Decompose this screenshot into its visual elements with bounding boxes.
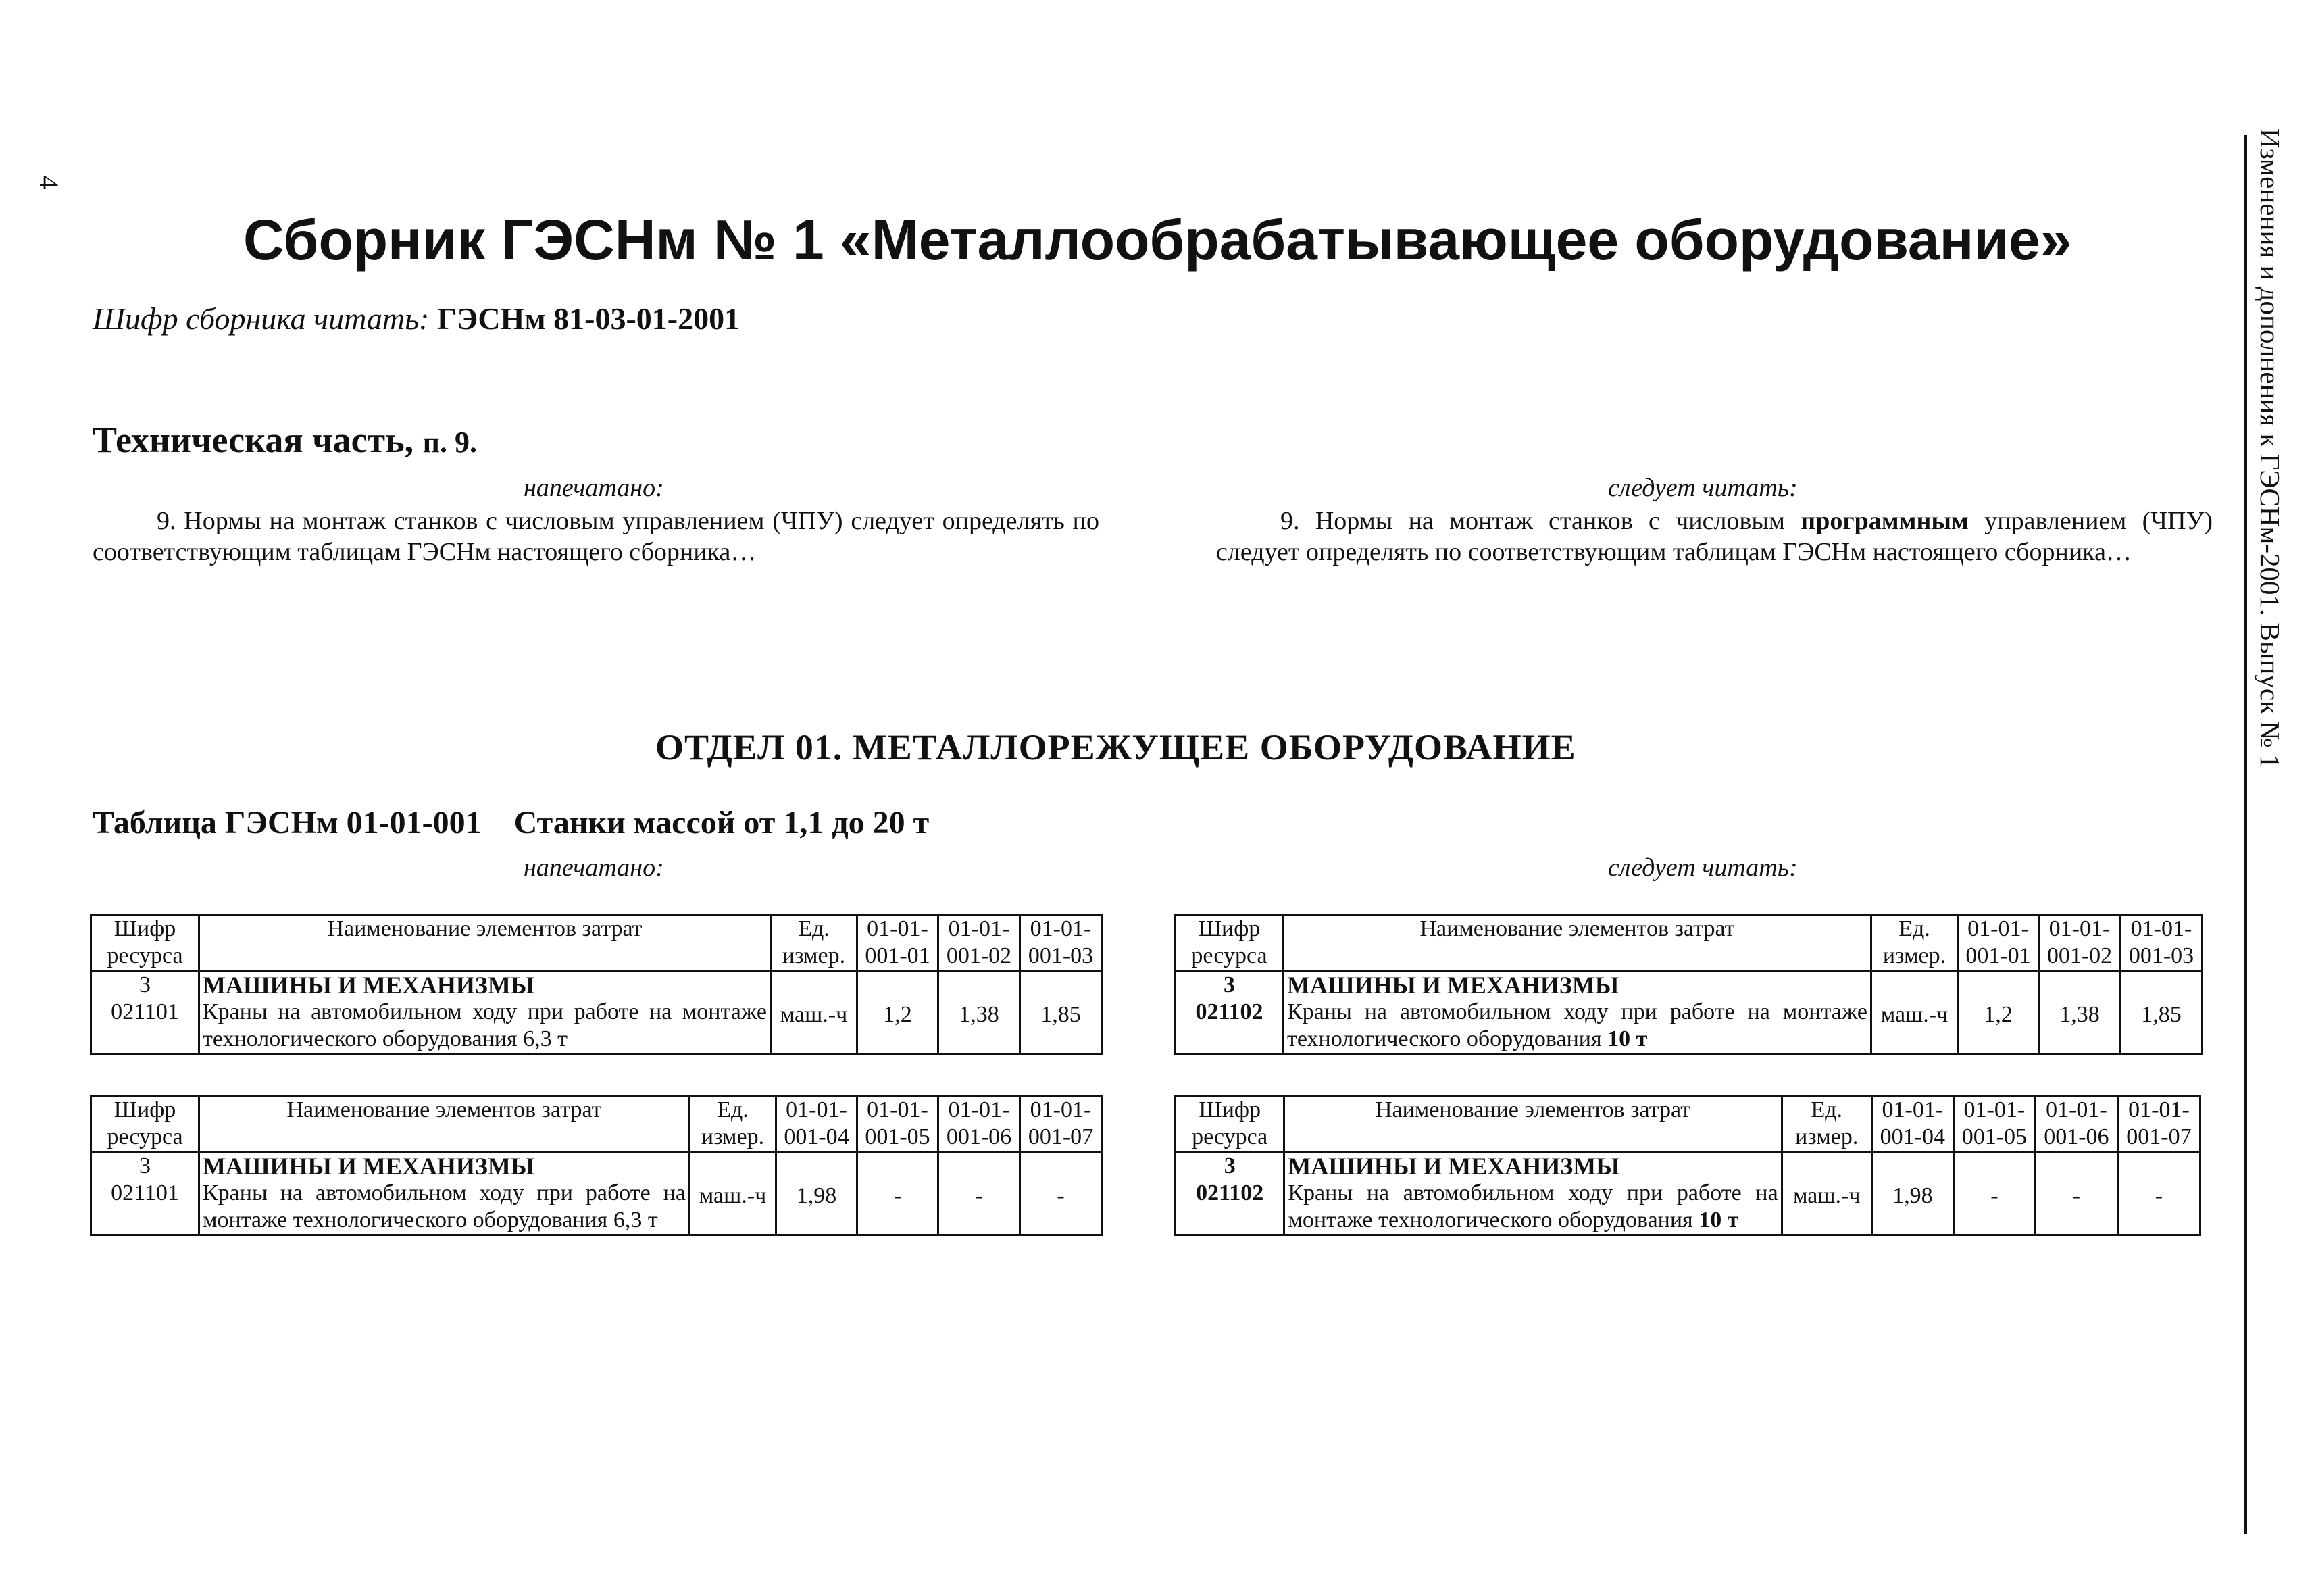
table-read-label: следует читать:	[1608, 853, 1798, 882]
technical-printed-text	[93, 505, 1099, 568]
group-code: 3	[139, 1153, 151, 1178]
cipher-value: ГЭСНм 81-03-01-2001	[436, 301, 740, 336]
technical-part-heading	[93, 419, 477, 461]
technical-read-text	[1216, 505, 2213, 568]
table-header-row	[91, 915, 1102, 971]
row-value: -	[857, 1152, 938, 1235]
header-resource-code: Шифр ресурса	[91, 1096, 199, 1152]
cipher-label: Шифр сборника читать:	[93, 301, 430, 336]
group-title: МАШИНЫ И МЕХАНИЗМЫ	[1288, 1153, 1620, 1180]
section-heading: ОТДЕЛ 01. МЕТАЛЛОРЕЖУЩЕЕ ОБОРУДОВАНИЕ	[655, 727, 1576, 768]
row-value: 1,2	[1958, 971, 2039, 1054]
table-header-row	[1176, 915, 2203, 971]
printed-norm-table-2	[90, 1095, 1103, 1236]
resource-name-bold: 10 т	[1699, 1207, 1739, 1232]
table-header-row	[91, 1096, 1102, 1152]
table-code: Таблица ГЭСНм 01-01-001	[93, 805, 482, 841]
row-value: 1,85	[1020, 971, 1102, 1054]
table-printed-label: напечатано:	[524, 853, 664, 882]
resource-code: 021102	[1196, 1180, 1264, 1205]
row-unit: маш.-ч	[1871, 971, 1958, 1054]
read-norm-table-2	[1174, 1095, 2201, 1236]
resource-name	[1287, 999, 1867, 1053]
header-resource-code: Шифр ресурса	[91, 915, 199, 971]
resource-name	[1288, 1180, 1778, 1234]
header-column: 01-01-001-04	[1871, 1096, 1953, 1152]
row-value: 1,98	[776, 1152, 857, 1235]
technical-read-text-bold: программным	[1801, 507, 1969, 535]
row-unit: маш.-ч	[690, 1152, 776, 1235]
technical-part-heading-text: Техническая часть,	[93, 420, 414, 460]
header-column: 01-01-001-07	[1020, 1096, 1102, 1152]
resource-name-bold: 10 т	[1607, 1026, 1648, 1051]
collection-title: Сборник ГЭСНм № 1 «Металлообрабатывающее оборудование»	[243, 208, 2072, 272]
header-column: 01-01-001-03	[2121, 915, 2203, 971]
resource-name: Краны на автомобильном ходу при работе на монтаже технологического оборудования 6,3 т	[203, 1180, 686, 1232]
collection-cipher	[93, 301, 740, 336]
table-heading	[93, 804, 929, 841]
header-unit: Ед. измер.	[1782, 1096, 1871, 1152]
row-value: 1,98	[1871, 1152, 1953, 1235]
printed-norm-table-1	[90, 914, 1103, 1055]
group-code: 3	[1224, 972, 1235, 997]
header-unit: Ед. измер.	[771, 915, 857, 971]
header-column: 01-01-001-01	[857, 915, 938, 971]
group-title: МАШИНЫ И МЕХАНИЗМЫ	[203, 1153, 535, 1180]
table-row	[1176, 1152, 2200, 1235]
row-value: 1,85	[2121, 971, 2203, 1054]
technical-printed-label: напечатано:	[524, 474, 664, 502]
row-value: 1,38	[2039, 971, 2121, 1054]
header-column: 01-01-001-06	[938, 1096, 1020, 1152]
header-column: 01-01-001-02	[938, 915, 1020, 971]
group-title: МАШИНЫ И МЕХАНИЗМЫ	[1287, 972, 1619, 999]
row-code	[91, 971, 199, 1054]
header-cost-name: Наименование элементов затрат	[1284, 1096, 1782, 1152]
row-unit: маш.-ч	[1782, 1152, 1871, 1235]
side-rule	[2244, 135, 2247, 1534]
row-name	[199, 1152, 690, 1235]
resource-code: 021102	[1195, 999, 1263, 1024]
header-column: 01-01-001-03	[1020, 915, 1102, 971]
resource-code: 021101	[111, 999, 179, 1024]
header-column: 01-01-001-02	[2039, 915, 2121, 971]
row-name	[1284, 1152, 1782, 1235]
technical-read-text-before: 9. Нормы на монтаж станков с числовым	[1280, 507, 1801, 535]
resource-code: 021101	[111, 1180, 179, 1205]
row-code	[91, 1152, 199, 1235]
row-value: -	[938, 1152, 1020, 1235]
header-cost-name: Наименование элементов затрат	[199, 1096, 690, 1152]
table-name: Станки массой от 1,1 до 20 т	[513, 805, 930, 841]
row-value: -	[1020, 1152, 1102, 1235]
row-unit: маш.-ч	[771, 971, 857, 1054]
table-row	[91, 971, 1102, 1054]
row-code	[1176, 1152, 1284, 1235]
header-column: 01-01-001-06	[2035, 1096, 2117, 1152]
side-title: Изменения и дополнения к ГЭСНм-2001. Выпуск № 1	[2255, 128, 2286, 769]
header-unit: Ед. измер.	[1871, 915, 1958, 971]
table-row	[1176, 971, 2203, 1054]
technical-read-text-after: управлением (ЧПУ) следует определять по соответствующим таблицам ГЭСНм настоящего сборника…	[1216, 507, 2213, 566]
header-cost-name: Наименование элементов затрат	[1284, 915, 1871, 971]
row-value: 1,2	[857, 971, 938, 1054]
header-column: 01-01-001-07	[2117, 1096, 2200, 1152]
resource-name-text: Краны на автомобильном ходу при работе на монтаже технологического оборудования	[1288, 1180, 1778, 1232]
row-value: 1,38	[938, 971, 1020, 1054]
technical-part-heading-suffix: п. 9.	[422, 426, 477, 459]
table-header-row	[1176, 1096, 2200, 1152]
resource-name: Краны на автомобильном ходу при работе на монтаже технологического оборудования 6,3 т	[203, 999, 767, 1051]
row-value: -	[2035, 1152, 2117, 1235]
resource-name-text: Краны на автомобильном ходу при работе на монтаже технологического оборудования	[1287, 999, 1867, 1051]
row-code	[1176, 971, 1284, 1054]
table-row	[91, 1152, 1102, 1235]
technical-read-label: следует читать:	[1608, 474, 1798, 502]
group-code: 3	[1224, 1153, 1236, 1178]
header-cost-name: Наименование элементов затрат	[199, 915, 771, 971]
header-resource-code: Шифр ресурса	[1176, 1096, 1284, 1152]
read-norm-table-1	[1174, 914, 2203, 1055]
header-unit: Ед. измер.	[690, 1096, 776, 1152]
technical-read-paragraph	[1216, 505, 2213, 568]
row-name	[199, 971, 771, 1054]
group-code: 3	[139, 972, 151, 997]
header-resource-code: Шифр ресурса	[1176, 915, 1284, 971]
technical-printed-paragraph: 9. Нормы на монтаж станков с числовым управлением (ЧПУ) следует определять по соответствующим таблицам ГЭСНм настоящего сборника…	[93, 507, 1099, 566]
header-column: 01-01-001-05	[1953, 1096, 2035, 1152]
header-column: 01-01-001-01	[1958, 915, 2039, 971]
header-column: 01-01-001-05	[857, 1096, 938, 1152]
header-column: 01-01-001-04	[776, 1096, 857, 1152]
group-title: МАШИНЫ И МЕХАНИЗМЫ	[203, 972, 535, 999]
page-number: 4	[34, 176, 64, 189]
side-title-wrap	[2230, 0, 2311, 1596]
row-value: -	[2117, 1152, 2200, 1235]
row-value: -	[1953, 1152, 2035, 1235]
row-name	[1284, 971, 1871, 1054]
